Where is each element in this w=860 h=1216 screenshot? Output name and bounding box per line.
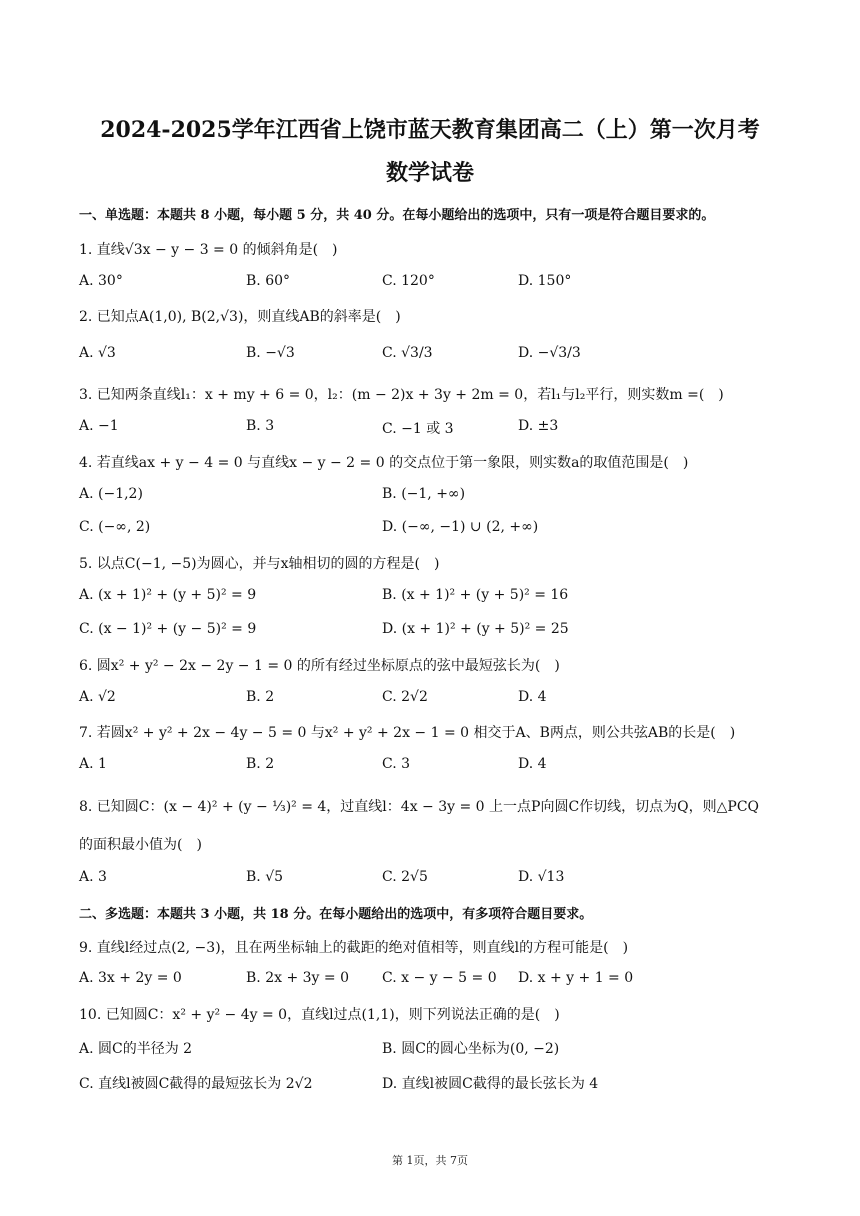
q5-option-c: C. (x − 1)² + (y − 5)² = 9 xyxy=(79,621,257,637)
q3-option-b: B. 3 xyxy=(246,418,275,434)
q10-option-d: D. 直线l被圆C截得的最长弦长为 4 xyxy=(382,1076,599,1092)
q9-option-d: D. x + y + 1 = 0 xyxy=(518,970,634,986)
q8-option-d: D. √13 xyxy=(518,869,565,885)
q8-option-b: B. √5 xyxy=(246,869,284,885)
exam-title: 2024-2025学年江西省上饶市蓝天教育集团高二（上）第一次月考 xyxy=(100,117,760,143)
q1-option-c: C. 120° xyxy=(382,273,435,289)
question-1: 1. 直线√3x − y − 3 = 0 的倾斜角是( ) xyxy=(79,242,338,258)
q7-option-a: A. 1 xyxy=(79,756,107,772)
q5-option-d: D. (x + 1)² + (y + 5)² = 25 xyxy=(382,621,569,637)
q3-option-d: D. ±3 xyxy=(518,418,559,434)
q4-option-c: C. (−∞, 2) xyxy=(79,519,151,535)
question-8: 8. 已知圆C：(x − 4)² + (y − ⅓)² = 4，过直线l：4x − 3y = 0 上一点P向圆C作切线，切点为Q，则△PCQ xyxy=(79,799,760,815)
q5-option-b: B. (x + 1)² + (y + 5)² = 16 xyxy=(382,587,569,603)
q6-option-c: C. 2√2 xyxy=(382,689,428,705)
q2-option-c: C. √3/3 xyxy=(382,345,433,361)
q9-option-b: B. 2x + 3y = 0 xyxy=(246,970,349,986)
question-3: 3. 已知两条直线l₁：x + my + 6 = 0，l₂：(m − 2)x + 3y + 2m = 0，若l₁与l₂平行，则实数m =( ) xyxy=(79,387,724,403)
q4-option-a: A. (−1,2) xyxy=(79,486,143,502)
q6-option-b: B. 2 xyxy=(246,689,275,705)
q7-option-c: C. 3 xyxy=(382,756,411,772)
q10-option-c: C. 直线l被圆C截得的最短弦长为 2√2 xyxy=(79,1076,313,1092)
q10-option-b: B. 圆C的圆心坐标为(0, −2) xyxy=(382,1041,560,1057)
question-8-continued: 的面积最小值为( ) xyxy=(79,837,202,853)
q9-option-a: A. 3x + 2y = 0 xyxy=(79,970,182,986)
question-2: 2. 已知点A(1,0), B(2,√3)，则直线AB的斜率是( ) xyxy=(79,309,401,325)
q1-option-d: D. 150° xyxy=(518,273,572,289)
q8-option-c: C. 2√5 xyxy=(382,869,428,885)
question-4: 4. 若直线ax + y − 4 = 0 与直线x − y − 2 = 0 的交点位于第一象限，则实数a的取值范围是( ) xyxy=(79,455,689,471)
q1-option-b: B. 60° xyxy=(246,273,291,289)
q2-option-a: A. √3 xyxy=(79,345,116,361)
section-multiple-choice: 二、多选题：本题共 3 小题，共 18 分。在每小题给出的选项中，有多项符合题目要求。 xyxy=(79,907,593,922)
q1-option-a: A. 30° xyxy=(79,273,123,289)
question-6: 6. 圆x² + y² − 2x − 2y − 1 = 0 的所有经过坐标原点的弦中最短弦长为( ) xyxy=(79,658,560,674)
question-7: 7. 若圆x² + y² + 2x − 4y − 5 = 0 与x² + y² + 2x − 1 = 0 相交于A、B两点，则公共弦AB的长是( ) xyxy=(79,725,736,741)
question-5: 5. 以点C(−1, −5)为圆心，并与x轴相切的圆的方程是( ) xyxy=(79,556,440,572)
q2-option-d: D. −√3/3 xyxy=(518,345,581,361)
question-9: 9. 直线l经过点(2, −3)，且在两坐标轴上的截距的绝对值相等，则直线l的方程可能是( ) xyxy=(79,940,629,956)
q3-option-c: C. −1 或 3 xyxy=(382,421,454,437)
question-10: 10. 已知圆C：x² + y² − 4y = 0，直线l过点(1,1)，则下列说法正确的是( ) xyxy=(79,1007,560,1023)
q8-option-a: A. 3 xyxy=(79,869,107,885)
q7-option-d: D. 4 xyxy=(518,756,547,772)
q2-option-b: B. −√3 xyxy=(246,345,295,361)
q4-option-d: D. (−∞, −1) ∪ (2, +∞) xyxy=(382,519,539,535)
q9-option-c: C. x − y − 5 = 0 xyxy=(382,970,497,986)
q6-option-a: A. √2 xyxy=(79,689,116,705)
page-footer: 第 1页，共 7页 xyxy=(392,1154,468,1167)
q5-option-a: A. (x + 1)² + (y + 5)² = 9 xyxy=(79,587,257,603)
section-single-choice: 一、单选题：本题共 8 小题，每小题 5 分，共 40 分。在每小题给出的选项中，只有一项是符合题目要求的。 xyxy=(79,208,715,223)
q10-option-a: A. 圆C的半径为 2 xyxy=(79,1041,193,1057)
q4-option-b: B. (−1, +∞) xyxy=(382,486,466,502)
q6-option-d: D. 4 xyxy=(518,689,547,705)
q7-option-b: B. 2 xyxy=(246,756,275,772)
q3-option-a: A. −1 xyxy=(79,418,119,434)
exam-subtitle: 数学试卷 xyxy=(385,160,474,186)
